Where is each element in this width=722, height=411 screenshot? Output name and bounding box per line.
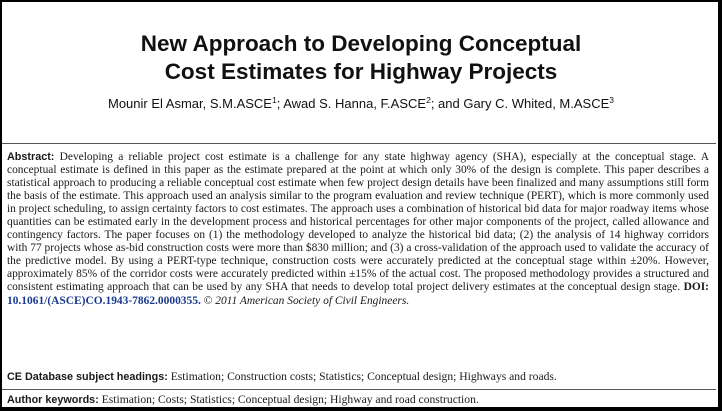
author-name: Awad S. Hanna, F.ASCE	[283, 96, 427, 111]
doi-link[interactable]: 10.1061/(ASCE)CO.1943-7862.0000355.	[7, 294, 201, 307]
abstract-label: Abstract:	[7, 151, 55, 163]
abstract-text: Developing a reliable project cost estimate is a challenge for any state highway agency (SHA), especially at the conceptual stage. A conceptual estimate is defined in this paper as the estimate prepared at the point at which only 30% of the design is complete. This paper describes a statistical approach to producing a reliable conceptual cost estimate when few project design details have been finalized and many assumptions still form the basis of the estimate. This approach used an analysis similar to the program evaluation and review technique (PERT), which is more commonly used in project scheduling, to assign certainty factors to cost estimates. The approach uses a combination of historical bid data for major roadway items whose quantities can be estimated early in the development process and historical percentages for other major components of the project, called allowance and contingency factors. The paper focuses on (1) the methodology developed to analyze the historical bid data; (2) the analysis of 14 highway corridors with 77 projects whose as-bid construction costs were more than $830 million; and (3) a cross-validation of the approach used to validate the accuracy of the predictive model. By using a PERT-type technique, construction costs were accurately predicted at the conceptual stage within ±20%. However, approximately 85% of the corridor costs were accurately predicted within ±15% of the actual cost. The proposed methodology provides a structured and consistent estimating approach that can be used by any SHA that needs to develop total project delivery estimates at the conceptual design stage.	[7, 151, 709, 294]
abstract-block	[7, 151, 709, 308]
paper-title-line-1: New Approach to Developing Conceptual	[140, 31, 582, 56]
paper-title	[0, 30, 722, 86]
author-separator: ; and	[430, 96, 464, 111]
author-name: Gary C. Whited, M.ASCE	[463, 96, 610, 111]
author-keywords-text: Estimation; Costs; Statistics; Conceptual design; Highway and road construction.	[98, 393, 479, 406]
section-divider	[2, 143, 716, 144]
subject-headings	[7, 370, 709, 384]
section-divider	[2, 389, 716, 390]
author-affiliation-mark: 2	[426, 95, 431, 105]
paper-title-line-2: Cost Estimates for Highway Projects	[164, 59, 558, 84]
author-list	[0, 96, 722, 112]
doi-label: DOI:	[683, 281, 709, 294]
author-affiliation-mark: 1	[271, 95, 277, 105]
subject-headings-label: CE Database subject headings:	[7, 371, 168, 383]
author-keywords	[7, 393, 709, 407]
author-name: Mounir El Asmar, S.M.ASCE	[107, 96, 272, 111]
author-affiliation-mark: 3	[609, 95, 614, 105]
copyright-notice: © 2011 American Society of Civil Engineers.	[200, 294, 410, 307]
author-separator: ;	[276, 96, 284, 111]
author-keywords-label: Author keywords:	[7, 394, 99, 406]
subject-headings-text: Estimation; Construction costs; Statistics; Conceptual design; Highways and roads.	[167, 370, 557, 383]
